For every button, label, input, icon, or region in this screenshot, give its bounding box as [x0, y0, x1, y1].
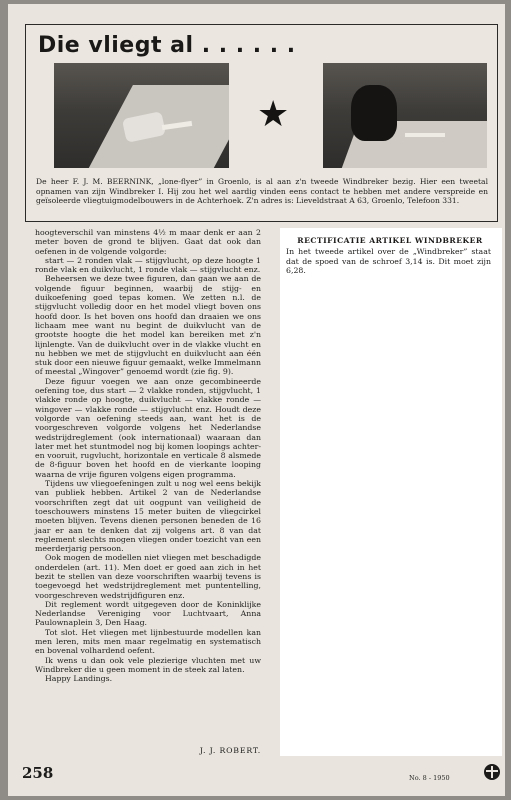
- propeller-logo-icon: [484, 764, 500, 780]
- photo-caption: De heer F. J. M. BEERNINK, „lone-flyer” in Groenlo, is al aan z'n tweede Windbreker bezig. Hier een tweetal opnamen van zijn Windbreker I. Hij zou het wel aardig vinden eens contact te hebben met andere verspreide en geïsoleerde vliegtuigmodelbouwers in de Achterhoek. Z'n adres is: Lieveldstraat A 63, Groenlo, Telefoon 331.: [36, 177, 488, 206]
- photo-model-airplane-2: [323, 63, 487, 168]
- article-column: [35, 228, 261, 758]
- article-paragraph: Tot slot. Het vliegen met lijnbestuurde modellen kan men leren, mits men maar regelmatig en systematisch en bovenal volhardend oefent.: [35, 627, 261, 656]
- article-paragraph: Beheersen we deze twee figuren, dan gaan we aan de volgende figuur beginnen, waarbij de stijg- en duikoefening goed tepas komen. We zetten n.l. de stijgvlucht volledig door en het model vliegt boven ons hoofd door. Is het boven ons hoofd dan draaien we ons lichaam mee want nu begint de duikvlucht van de grootste hoogte die het model kan bereiken met z'n lijnlengte. Van de duikvlucht over in de vlakke vlucht en nu hebben we met de stijgvlucht en duikvlucht aan één stuk door een nieuwe figuur gemaakt, welke Immelmann of meestal „Wingover” genoemd wordt (zie fig. 9).: [35, 274, 261, 377]
- article-paragraph: Happy Landings.: [45, 674, 113, 684]
- article-paragraph: Ik wens u dan ook vele plezierige vluchten met uw Windbreker die u geen moment in de steek zal laten.: [35, 655, 261, 674]
- feature-box: [25, 24, 498, 222]
- rectificatie-column: [280, 228, 502, 756]
- star-icon: ★: [257, 94, 290, 135]
- article-paragraph: Dit reglement wordt uitgegeven door de Koninklijke Nederlandse Vereniging voor Luchtvaart, Anna Paulownaplein 3, Den Haag.: [35, 599, 261, 628]
- article-paragraph: Deze figuur voegen we aan onze gecombineerde oefening toe, dus start — 2 vlakke ronden, stijgvlucht, 1 vlakke ronde op hoogte, duikvlucht — vlakke ronde — wingover — vlakke ronde — stijgvlucht enz. Houdt deze volgorde van oefening steeds aan, want het is de voorgeschreven volgorde volgens het Nederlandse wedstrijdreglement (ook internationaal) waaraan dan later met het stuntmodel nog bij komen loopings achter- en vooruit, rugvlucht, horizontale en verticale 8 alsmede de 8-figuur boven het hoofd en de vierkante looping waarna de vrije figuren volgens eigen programma.: [35, 376, 261, 479]
- photo-model-airplane-1: [54, 63, 229, 168]
- issue-number: No. 8 - 1950: [409, 774, 450, 782]
- rectificatie-text: In het tweede artikel over de „Windbreker” staat dat de spoed van de schroef 3,14 is. Dit moet zijn 6,28.: [286, 247, 491, 276]
- article-paragraph: Tijdens uw vliegoefeningen zult u nog wel eens bekijk van publiek hebben. Artikel 2 van de Nederlandse voorschriften zegt dat uit oogpunt van veiligheid de toeschouwers minstens 15 meter buiten de vliegcirkel moeten blijven. Tevens dienen personen beneden de 16 jaar er aan te denken dat zij volgens art. 8 van dat reglement slechts mogen vliegen onder toezicht van een meerderjarig persoon.: [35, 479, 261, 554]
- author-signature: J. J. ROBERT.: [199, 746, 261, 755]
- article-paragraph: hoogteverschil van minstens 4½ m maar denk er aan 2 meter boven de grond te blijven. Gaat dat ook dan oefenen in de volgende volgorde:: [35, 228, 261, 256]
- magazine-page: [8, 4, 505, 796]
- article-paragraph: start — 2 ronden vlak — stijgvlucht, op deze hoogte 1 ronde vlak en duikvlucht, 1 ronde vlak — stijgvlucht enz.: [35, 255, 261, 275]
- feature-title: Die vliegt al . . . . . .: [38, 33, 296, 58]
- page-number: 258: [22, 764, 54, 782]
- article-paragraph: Ook mogen de modellen niet vliegen met beschadigde onderdelen (art. 11). Men doet er goed aan zich in het bezit te stellen van deze voorschriften waarbij tevens is toegevoegd het wedstrijdreglement met puntentelling, voorgeschreven wedstrijdfiguren enz.: [35, 553, 261, 600]
- rectificatie-title: RECTIFICATIE ARTIKEL WINDBREKER: [297, 236, 483, 245]
